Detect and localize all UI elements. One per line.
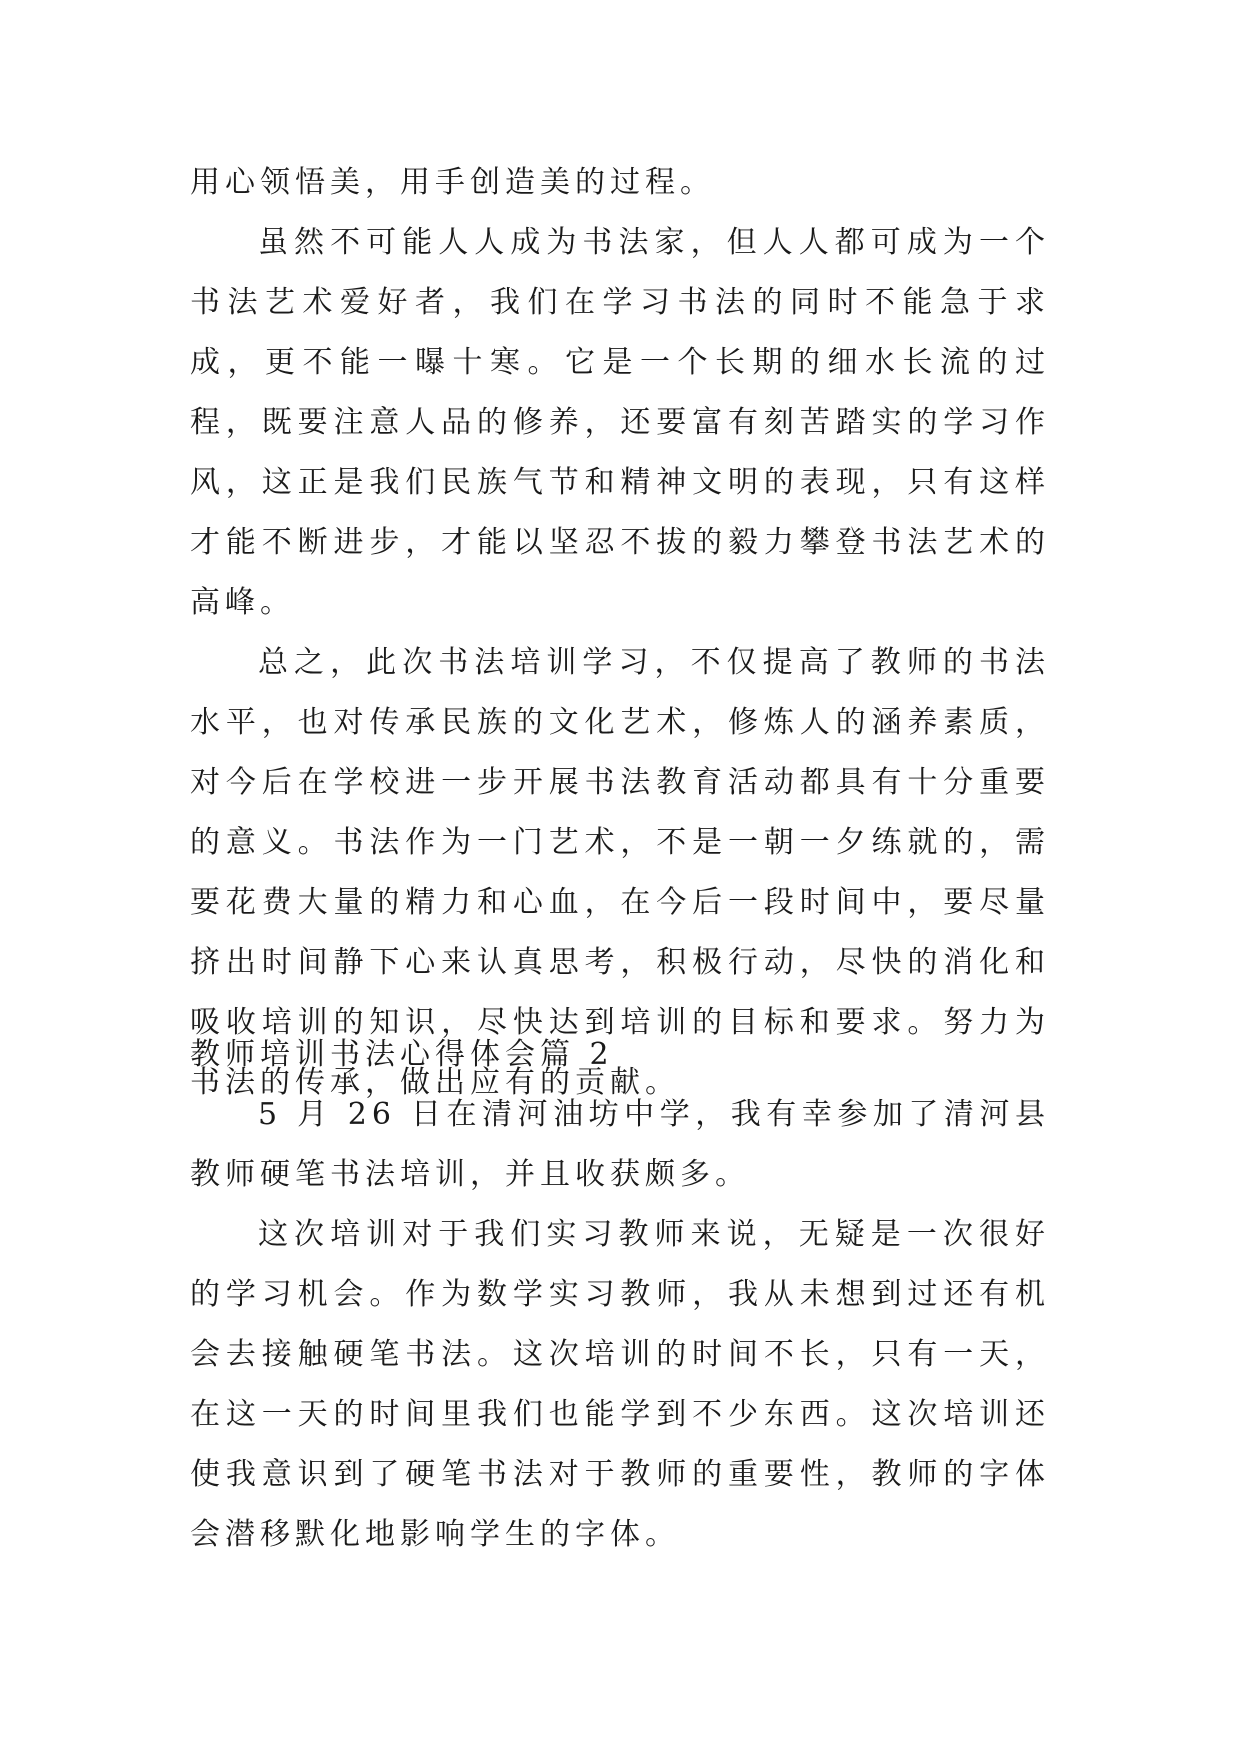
paragraph-continuation: 用心领悟美，用手创造美的过程。 (190, 165, 715, 200)
section-heading: 教师培训书法心得体会篇 2 (190, 1037, 614, 1072)
paragraph-conclusion: 总之，此次书法培训学习，不仅提高了教师的书法水平，也对传承民族的文化艺术，修炼人的涵养素质，对今后在学校进一步开展书法教育活动都具有十分重要的意义。书法作为一门艺术，不是一朝一夕练就的，需要花费大量的精力和心血，在今后一段时间中，要尽量挤出时间静下心来认真思考，积极行动，尽快的消化和吸收培训的知识，尽快达到培训的目标和要求。努力为书法的传承，做出应有的贡献。 (190, 645, 1050, 1100)
paragraph-calligraphy-enthusiast: 虽然不可能人人成为书法家，但人人都可成为一个书法艺术爱好者，我们在学习书法的同时不能急于求成，更不能一曝十寒。它是一个长期的细水长流的过程，既要注意人品的修养，还要富有刻苦踏实的学习作风，这正是我们民族气节和精神文明的表现，只有这样才能不断进步，才能以坚忍不拔的毅力攀登书法艺术的高峰。 (190, 225, 1050, 620)
paragraph-training-opportunity: 这次培训对于我们实习教师来说，无疑是一次很好的学习机会。作为数学实习教师，我从未想到过还有机会去接触硬笔书法。这次培训的时间不长，只有一天，在这一天的时间里我们也能学到不少东西。这次培训还使我意识到了硬笔书法对于教师的重要性，教师的字体会潜移默化地影响学生的字体。 (190, 1217, 1050, 1552)
section-essay-2 (190, 1025, 1050, 1565)
paragraph-training-date: 5 月 26 日在清河油坊中学，我有幸参加了清河县教师硬笔书法培训，并且收获颇多。 (190, 1097, 1050, 1192)
section-previous-essay (190, 153, 1050, 1113)
